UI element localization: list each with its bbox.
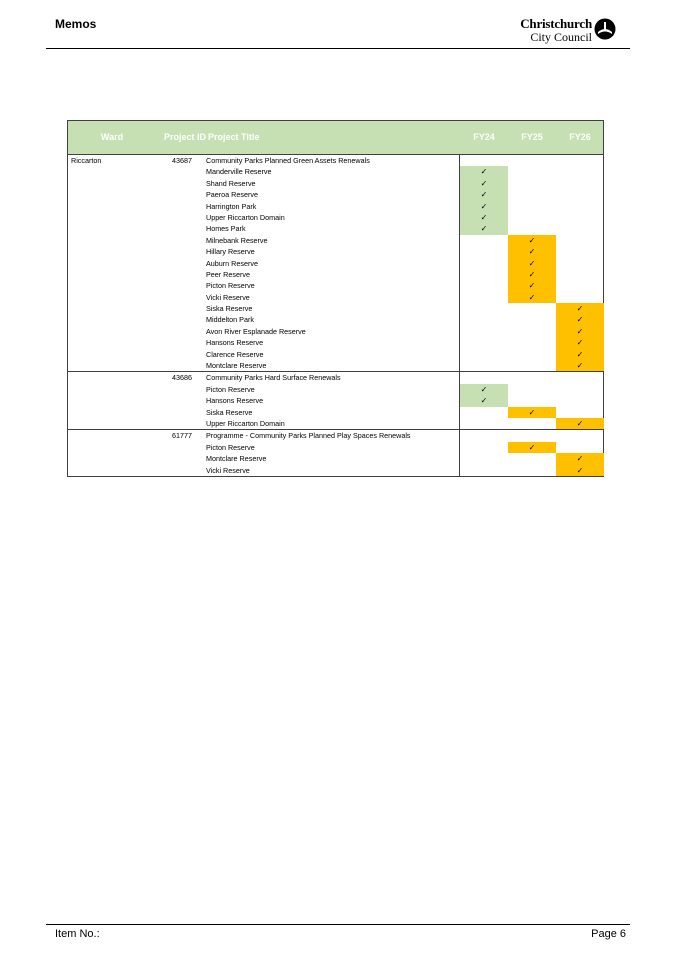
project-title-cell: Community Parks Planned Green Assets Renewals xyxy=(206,156,370,165)
page-number: Page 6 xyxy=(591,928,626,940)
table-header xyxy=(68,121,603,155)
fy26-cell xyxy=(556,407,604,418)
project-id-cell: 43687 xyxy=(172,156,192,165)
fy26-cell xyxy=(556,269,604,280)
table-row xyxy=(68,314,603,325)
project-id-cell: 61777 xyxy=(172,431,192,441)
project-title-cell: Vicki Reserve xyxy=(206,465,250,475)
fy24-cell xyxy=(460,430,508,441)
project-title-cell: Clarence Reserve xyxy=(206,349,264,359)
table-row xyxy=(68,430,603,441)
logo-line-1: Christchurch xyxy=(520,16,592,31)
fy24-cell xyxy=(460,201,508,212)
project-title-cell: Auburn Reserve xyxy=(206,258,258,268)
checkmark-icon: ✓ xyxy=(576,418,584,428)
checkmark-icon: ✓ xyxy=(576,326,584,336)
table-row xyxy=(68,326,603,337)
checkmark-icon: ✓ xyxy=(576,315,584,325)
fy25-cell xyxy=(508,326,556,337)
project-group xyxy=(68,430,603,476)
fy26-cell xyxy=(556,360,604,371)
fy24-cell xyxy=(460,349,508,360)
fy25-cell xyxy=(508,314,556,325)
fy25-cell xyxy=(508,442,556,453)
fy26-cell xyxy=(556,337,604,348)
council-logo xyxy=(510,14,620,46)
logo-line-2: City Council xyxy=(530,30,592,44)
fy25-cell xyxy=(508,360,556,371)
table-row xyxy=(68,166,603,177)
fy25-cell xyxy=(508,246,556,257)
checkmark-icon: ✓ xyxy=(480,167,488,177)
fy26-cell xyxy=(556,235,604,246)
fy26-cell xyxy=(556,430,604,441)
fy25-cell xyxy=(508,166,556,177)
fy26-cell xyxy=(556,326,604,337)
fy26-cell xyxy=(556,212,604,223)
fy26-cell xyxy=(556,258,604,269)
project-title-cell: Harrington Park xyxy=(206,201,257,211)
fy24-cell xyxy=(460,326,508,337)
table-row xyxy=(68,212,603,223)
table-row xyxy=(68,465,603,476)
fy25-cell xyxy=(508,372,556,383)
fy26-cell xyxy=(556,314,604,325)
fy25-cell xyxy=(508,453,556,464)
document-title: Memos xyxy=(55,17,97,31)
fy25-cell xyxy=(508,337,556,348)
fy24-cell xyxy=(460,442,508,453)
table-row xyxy=(68,201,603,212)
fy25-cell xyxy=(508,280,556,291)
project-title-cell: Montclare Reserve xyxy=(206,361,267,371)
fy26-cell xyxy=(556,395,604,406)
table-row xyxy=(68,337,603,348)
project-title-cell: Programme - Community Parks Planned Play Spaces Renewals xyxy=(206,431,411,441)
project-title-cell: Milnebank Reserve xyxy=(206,235,268,245)
fy26-cell xyxy=(556,465,604,476)
checkmark-icon: ✓ xyxy=(576,454,584,464)
fy24-cell xyxy=(460,453,508,464)
fy25-cell xyxy=(508,349,556,360)
fy24-cell xyxy=(460,465,508,476)
table-row xyxy=(68,280,603,291)
column-header-ward: Ward xyxy=(100,132,124,142)
fy25-cell xyxy=(508,465,556,476)
renewals-table xyxy=(67,120,604,477)
item-number-label: Item No.: xyxy=(55,928,100,940)
fy24-cell xyxy=(460,246,508,257)
column-header-project-title: Project Title xyxy=(208,132,260,142)
table-row xyxy=(68,258,603,269)
checkmark-icon: ✓ xyxy=(480,212,488,222)
checkmark-icon: ✓ xyxy=(528,235,536,245)
fy24-cell xyxy=(460,178,508,189)
table-row xyxy=(68,189,603,200)
fy25-cell xyxy=(508,269,556,280)
fy25-cell xyxy=(508,430,556,441)
project-title-cell: Upper Riccarton Domain xyxy=(206,212,285,222)
checkmark-icon: ✓ xyxy=(576,465,584,475)
project-title-cell: Homes Park xyxy=(206,224,246,234)
column-header-fy25: FY25 xyxy=(521,132,543,142)
fy26-cell xyxy=(556,303,604,314)
project-title-cell: Peer Reserve xyxy=(206,269,250,279)
table-row xyxy=(68,303,603,314)
fy25-cell xyxy=(508,178,556,189)
fy24-cell xyxy=(460,223,508,234)
fy24-cell xyxy=(460,292,508,303)
checkmark-icon: ✓ xyxy=(480,384,488,394)
table-body xyxy=(68,155,603,476)
project-title-cell: Community Parks Hard Surface Renewals xyxy=(206,373,341,383)
project-title-cell: Siska Reserve xyxy=(206,407,253,417)
fy24-cell xyxy=(460,337,508,348)
column-header-fy26: FY26 xyxy=(569,132,591,142)
project-title-cell: Picton Reserve xyxy=(206,442,255,452)
fy25-cell xyxy=(508,395,556,406)
checkmark-icon: ✓ xyxy=(576,304,584,314)
fy24-cell xyxy=(460,418,508,429)
checkmark-icon: ✓ xyxy=(576,338,584,348)
table-row xyxy=(68,418,603,429)
checkmark-icon: ✓ xyxy=(528,269,536,279)
fy26-cell xyxy=(556,372,604,383)
table-row xyxy=(68,453,603,464)
fy25-cell xyxy=(508,212,556,223)
checkmark-icon: ✓ xyxy=(480,190,488,200)
table-row xyxy=(68,178,603,189)
fy24-cell xyxy=(460,280,508,291)
fy25-cell xyxy=(508,384,556,395)
table-row xyxy=(68,395,603,406)
project-title-cell: Hansons Reserve xyxy=(206,338,264,348)
checkmark-icon: ✓ xyxy=(480,396,488,406)
project-group xyxy=(68,372,603,430)
fy25-cell xyxy=(508,407,556,418)
header-rule xyxy=(46,48,630,49)
footer-rule xyxy=(46,924,630,925)
fy24-cell xyxy=(460,258,508,269)
fy24-cell xyxy=(460,155,508,166)
fy26-cell xyxy=(556,442,604,453)
checkmark-icon: ✓ xyxy=(576,349,584,359)
project-title-cell: Siska Reserve xyxy=(206,304,253,314)
project-id-cell: 43686 xyxy=(172,373,192,383)
fy24-cell xyxy=(460,269,508,280)
fy25-cell xyxy=(508,418,556,429)
project-title-cell: Hansons Reserve xyxy=(206,396,264,406)
table-row xyxy=(68,349,603,360)
fy25-cell xyxy=(508,201,556,212)
fy26-cell xyxy=(556,453,604,464)
fy24-cell xyxy=(460,314,508,325)
project-title-cell: Vicki Reserve xyxy=(206,292,250,302)
table-row xyxy=(68,223,603,234)
fy25-cell xyxy=(508,155,556,166)
fy26-cell xyxy=(556,280,604,291)
checkmark-icon: ✓ xyxy=(576,361,584,371)
project-title-cell: Shand Reserve xyxy=(206,178,256,188)
fy24-cell xyxy=(460,189,508,200)
table-row xyxy=(68,442,603,453)
checkmark-icon: ✓ xyxy=(528,281,536,291)
table-row xyxy=(68,235,603,246)
checkmark-icon: ✓ xyxy=(528,292,536,302)
fy26-cell xyxy=(556,246,604,257)
fy26-cell xyxy=(556,166,604,177)
project-title-cell: Manderville Reserve xyxy=(206,167,272,177)
table-row xyxy=(68,246,603,257)
fy26-cell xyxy=(556,292,604,303)
fy25-cell xyxy=(508,258,556,269)
table-row xyxy=(68,384,603,395)
table-row xyxy=(68,360,603,371)
fy26-cell xyxy=(556,178,604,189)
fy24-cell xyxy=(460,212,508,223)
fy24-cell xyxy=(460,360,508,371)
table-row xyxy=(68,372,603,383)
project-title-cell: Picton Reserve xyxy=(206,281,255,291)
fy26-cell xyxy=(556,223,604,234)
checkmark-icon: ✓ xyxy=(480,224,488,234)
fy24-cell xyxy=(460,384,508,395)
checkmark-icon: ✓ xyxy=(480,178,488,188)
project-group xyxy=(68,155,603,372)
project-title-cell: Avon River Esplanade Reserve xyxy=(206,326,306,336)
checkmark-icon: ✓ xyxy=(528,247,536,257)
fy24-cell xyxy=(460,395,508,406)
checkmark-icon: ✓ xyxy=(528,407,536,417)
table-row xyxy=(68,292,603,303)
fy25-cell xyxy=(508,189,556,200)
column-header-fy24: FY24 xyxy=(473,132,495,142)
project-title-cell: Middelton Park xyxy=(206,315,254,325)
fy25-cell xyxy=(508,303,556,314)
ward-cell: Riccarton xyxy=(71,156,102,165)
checkmark-icon: ✓ xyxy=(480,201,488,211)
council-emblem-icon xyxy=(594,18,616,40)
fy26-cell xyxy=(556,201,604,212)
column-header-project-id: Project ID xyxy=(163,132,206,142)
fy24-cell xyxy=(460,303,508,314)
table-row xyxy=(68,407,603,418)
fy26-cell xyxy=(556,418,604,429)
fy26-cell xyxy=(556,155,604,166)
fy24-cell xyxy=(460,407,508,418)
project-title-cell: Upper Riccarton Domain xyxy=(206,418,285,428)
fy24-cell xyxy=(460,166,508,177)
fy25-cell xyxy=(508,235,556,246)
fy26-cell xyxy=(556,189,604,200)
fy25-cell xyxy=(508,223,556,234)
fy25-cell xyxy=(508,292,556,303)
project-title-cell: Montclare Reserve xyxy=(206,454,267,464)
project-title-cell: Paeroa Reserve xyxy=(206,190,258,200)
fy24-cell xyxy=(460,235,508,246)
project-title-cell: Picton Reserve xyxy=(206,384,255,394)
checkmark-icon: ✓ xyxy=(528,442,536,452)
project-title-cell: Hillary Reserve xyxy=(206,247,255,257)
fy26-cell xyxy=(556,349,604,360)
fy24-cell xyxy=(460,372,508,383)
table-row xyxy=(68,155,603,166)
checkmark-icon: ✓ xyxy=(528,258,536,268)
table-row xyxy=(68,269,603,280)
fy26-cell xyxy=(556,384,604,395)
